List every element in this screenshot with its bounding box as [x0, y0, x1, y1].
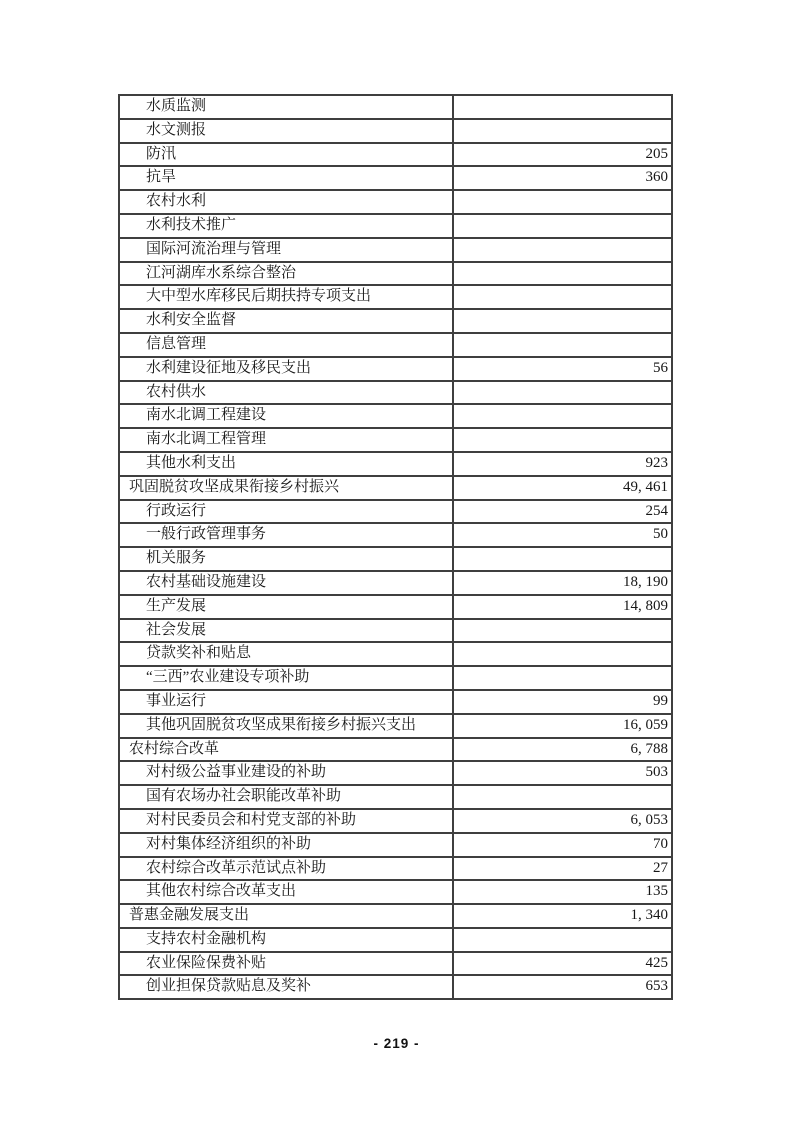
table-row: [119, 214, 672, 238]
row-amount-value: [453, 95, 672, 119]
row-amount-value: [453, 285, 672, 309]
row-item-label: 水利安全监督: [119, 309, 453, 333]
row-amount-value: [453, 238, 672, 262]
table-row: [119, 476, 672, 500]
row-amount-value: [453, 619, 672, 643]
row-amount-value: [453, 262, 672, 286]
row-amount-value: [453, 381, 672, 405]
row-amount-value: 1, 340: [453, 904, 672, 928]
row-item-label: 支持农村金融机构: [119, 928, 453, 952]
table-row: [119, 642, 672, 666]
table-row: [119, 119, 672, 143]
row-item-label: 事业运行: [119, 690, 453, 714]
row-amount-value: [453, 428, 672, 452]
row-amount-value: 205: [453, 143, 672, 167]
table-row: [119, 857, 672, 881]
row-item-label: 农村供水: [119, 381, 453, 405]
row-amount-value: 49, 461: [453, 476, 672, 500]
row-item-label: 行政运行: [119, 500, 453, 524]
row-amount-value: 923: [453, 452, 672, 476]
table-row: [119, 143, 672, 167]
row-item-label: 国际河流治理与管理: [119, 238, 453, 262]
row-item-label: 防汛: [119, 143, 453, 167]
row-item-label: 创业担保贷款贴息及奖补: [119, 975, 453, 999]
table-row: [119, 95, 672, 119]
row-item-label: 水文测报: [119, 119, 453, 143]
table-row: [119, 262, 672, 286]
table-row: [119, 381, 672, 405]
row-amount-value: 254: [453, 500, 672, 524]
row-amount-value: 425: [453, 952, 672, 976]
table-row: [119, 880, 672, 904]
row-item-label: 其他巩固脱贫攻坚成果衔接乡村振兴支出: [119, 714, 453, 738]
table-row: [119, 190, 672, 214]
table-row: [119, 523, 672, 547]
row-amount-value: [453, 190, 672, 214]
row-amount-value: 6, 788: [453, 738, 672, 762]
row-amount-value: 99: [453, 690, 672, 714]
row-item-label: 生产发展: [119, 595, 453, 619]
row-amount-value: [453, 333, 672, 357]
row-item-label: 其他水利支出: [119, 452, 453, 476]
row-amount-value: 14, 809: [453, 595, 672, 619]
table-row: [119, 619, 672, 643]
table-row: [119, 428, 672, 452]
row-item-label: 江河湖库水系综合整治: [119, 262, 453, 286]
row-amount-value: [453, 119, 672, 143]
table-row: [119, 404, 672, 428]
table-row: [119, 975, 672, 999]
row-amount-value: 18, 190: [453, 571, 672, 595]
row-item-label: 农村综合改革: [119, 738, 453, 762]
table-row: [119, 285, 672, 309]
table-row: [119, 809, 672, 833]
table-row: [119, 690, 672, 714]
row-item-label: 对村集体经济组织的补助: [119, 833, 453, 857]
row-item-label: 其他农村综合改革支出: [119, 880, 453, 904]
row-item-label: 巩固脱贫攻坚成果衔接乡村振兴: [119, 476, 453, 500]
row-amount-value: 135: [453, 880, 672, 904]
table-row: [119, 714, 672, 738]
row-item-label: “三西”农业建设专项补助: [119, 666, 453, 690]
row-item-label: 抗旱: [119, 166, 453, 190]
table-row: [119, 666, 672, 690]
row-amount-value: [453, 642, 672, 666]
row-item-label: 水利技术推广: [119, 214, 453, 238]
row-item-label: 国有农场办社会职能改革补助: [119, 785, 453, 809]
budget-table-body: [119, 95, 672, 999]
row-amount-value: [453, 785, 672, 809]
table-row: [119, 571, 672, 595]
row-item-label: 贷款奖补和贴息: [119, 642, 453, 666]
table-row: [119, 928, 672, 952]
table-row: [119, 595, 672, 619]
row-item-label: 普惠金融发展支出: [119, 904, 453, 928]
row-item-label: 水利建设征地及移民支出: [119, 357, 453, 381]
row-amount-value: 6, 053: [453, 809, 672, 833]
row-amount-value: [453, 547, 672, 571]
table-row: [119, 309, 672, 333]
table-row: [119, 904, 672, 928]
table-row: [119, 952, 672, 976]
row-item-label: 南水北调工程管理: [119, 428, 453, 452]
row-amount-value: [453, 666, 672, 690]
row-amount-value: 360: [453, 166, 672, 190]
table-row: [119, 238, 672, 262]
budget-expenditure-table: [118, 94, 673, 1000]
table-row: [119, 500, 672, 524]
row-amount-value: 56: [453, 357, 672, 381]
table-row: [119, 166, 672, 190]
row-item-label: 农村基础设施建设: [119, 571, 453, 595]
row-item-label: 对村民委员会和村党支部的补助: [119, 809, 453, 833]
row-item-label: 水质监测: [119, 95, 453, 119]
row-amount-value: [453, 928, 672, 952]
row-amount-value: 503: [453, 761, 672, 785]
row-item-label: 社会发展: [119, 619, 453, 643]
row-amount-value: [453, 309, 672, 333]
table-row: [119, 547, 672, 571]
row-item-label: 南水北调工程建设: [119, 404, 453, 428]
row-amount-value: 27: [453, 857, 672, 881]
row-item-label: 机关服务: [119, 547, 453, 571]
table-row: [119, 333, 672, 357]
row-item-label: 农村水利: [119, 190, 453, 214]
page-number: - 219 -: [373, 1036, 420, 1051]
table-row: [119, 738, 672, 762]
row-amount-value: 70: [453, 833, 672, 857]
table-row: [119, 785, 672, 809]
table-row: [119, 761, 672, 785]
row-item-label: 大中型水库移民后期扶持专项支出: [119, 285, 453, 309]
table-row: [119, 357, 672, 381]
row-item-label: 信息管理: [119, 333, 453, 357]
row-amount-value: [453, 404, 672, 428]
row-item-label: 一般行政管理事务: [119, 523, 453, 547]
table-row: [119, 833, 672, 857]
row-item-label: 农村综合改革示范试点补助: [119, 857, 453, 881]
row-amount-value: 16, 059: [453, 714, 672, 738]
row-amount-value: [453, 214, 672, 238]
row-amount-value: 653: [453, 975, 672, 999]
row-amount-value: 50: [453, 523, 672, 547]
table-row: [119, 452, 672, 476]
row-item-label: 对村级公益事业建设的补助: [119, 761, 453, 785]
row-item-label: 农业保险保费补贴: [119, 952, 453, 976]
